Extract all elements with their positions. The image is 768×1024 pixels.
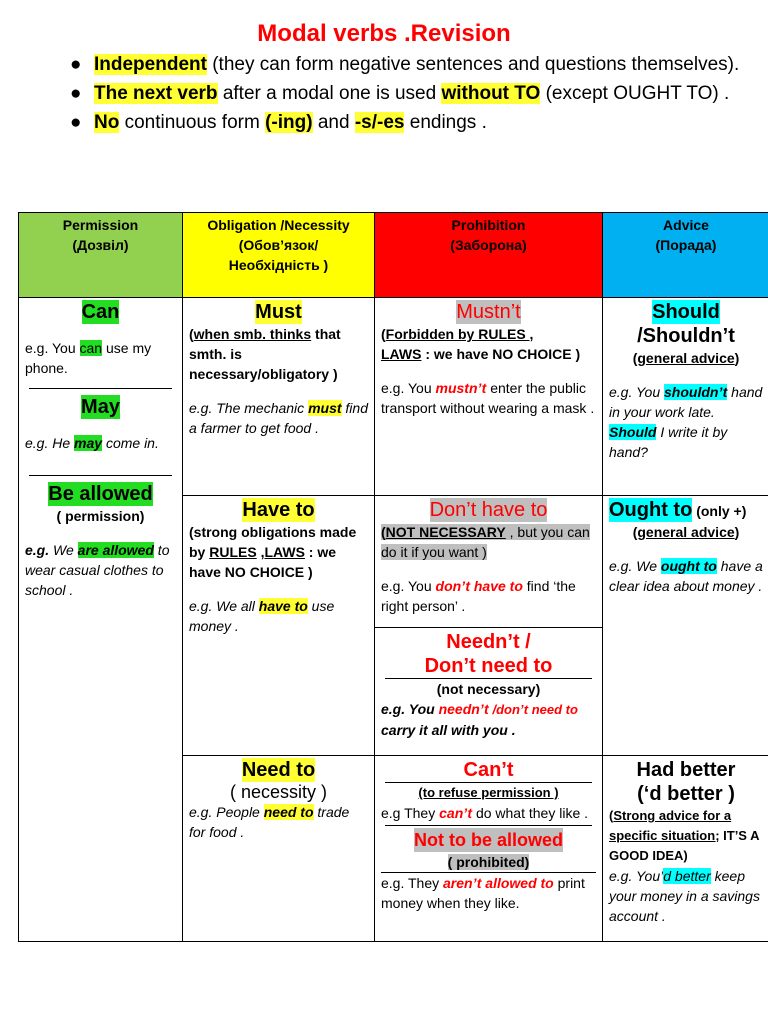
example-had-better: e.g. You’d better keep your money in a savings account .	[609, 868, 760, 924]
have-to-description: (strong obligations made by RULES ,LAWS : we have NO CHOICE )	[189, 524, 357, 580]
modal-be-allowed: Be allowed	[48, 483, 153, 505]
example-cant: e.g They can’t do what they like .	[381, 805, 589, 821]
cell-must	[183, 298, 375, 496]
must-description: (when smb. thinks that smth. is necessary/obligatory )	[189, 326, 341, 382]
cell-have-to	[183, 496, 375, 756]
divider	[29, 388, 172, 389]
header-label: Obligation /Necessity	[207, 217, 350, 233]
cell-ought-to	[603, 496, 768, 756]
bullet-text: (except OUGHT TO) .	[540, 83, 730, 104]
cell-permission	[19, 298, 183, 942]
bullet-text: continuous form	[119, 112, 266, 133]
modal-not-to-be-allowed: Not to be allowed	[413, 830, 563, 850]
cell-need-to	[183, 756, 375, 942]
example-ought-to: e.g. We ought to have a clear idea about money .	[609, 558, 763, 594]
modal-may: May	[81, 396, 120, 418]
modal-must: Must	[255, 301, 302, 323]
example-can: e.g. You can use my phone.	[25, 340, 152, 376]
bullet-key: No	[94, 112, 120, 133]
bullet-item	[70, 52, 750, 78]
divider	[29, 475, 172, 476]
example-need-to: e.g. People need to trade for food .	[189, 804, 350, 840]
cell-cant	[375, 756, 603, 942]
neednt-note: (not necessary)	[385, 678, 592, 699]
bullet-text: (they can form negative sentences and questions themselves).	[206, 54, 740, 75]
ought-to-subnote: (general advice)	[632, 524, 740, 540]
bullet-text: and	[312, 112, 355, 133]
bullet-list	[70, 52, 750, 139]
header-label: Permission	[62, 217, 139, 233]
bullet-dot-icon: ●	[70, 112, 82, 133]
example-must: e.g. The mechanic must find a farmer to get food .	[189, 400, 368, 436]
example-have-to: e.g. We all have to use money .	[189, 598, 335, 634]
cell-had-better	[603, 756, 768, 942]
example-mustnt: e.g. You mustn’t enter the public transport without wearing a mask .	[381, 380, 595, 416]
header-translation: (Порада)	[655, 237, 717, 253]
example-should: Should I write it by hand?	[609, 424, 728, 460]
modal-need-to: Need to	[241, 759, 316, 781]
had-better-description: (Strong advice for a specific situation; IT’S A GOOD IDEA)	[609, 808, 760, 863]
header-translation: (Дозвіл)	[72, 237, 129, 253]
header-obligation	[183, 213, 375, 298]
bullet-key: Independent	[94, 54, 207, 75]
header-label: Prohibition	[451, 217, 526, 233]
cant-note: (to refuse permission )	[385, 782, 592, 803]
header-prohibition	[375, 213, 603, 298]
should-note: (general advice)	[632, 350, 740, 366]
header-label: Advice	[663, 217, 709, 233]
modal-shouldnt: /Shouldn’t	[637, 325, 735, 347]
bullet-key: without TO	[441, 83, 541, 104]
not-allowed-note: ( prohibited)	[447, 854, 530, 870]
example-neednt: e.g. You needn’t /don’t need to carry it all with you .	[381, 701, 578, 738]
bullet-text: endings .	[404, 112, 487, 133]
page-title: Modal verbs .Revision	[257, 20, 511, 47]
modal-should: Should	[652, 301, 720, 323]
example-shouldnt: e.g. You shouldn’t hand in your work late.	[609, 384, 763, 420]
bullet-key: (-ing)	[265, 112, 313, 133]
modal-had-better: Had better	[636, 759, 736, 781]
cell-dont-have-to	[375, 496, 603, 756]
bullet-item	[70, 81, 750, 107]
bullet-dot-icon: ●	[70, 83, 82, 104]
header-translation: (Обов’язок/	[238, 237, 319, 253]
example-be-allowed: e.g. We are allowed to wear casual clothes to school .	[25, 542, 170, 598]
bullet-dot-icon: ●	[70, 54, 82, 75]
modal-verbs-table	[18, 212, 768, 942]
modal-d-better: (‘d better )	[637, 783, 735, 805]
bullet-text: after a modal one is used	[217, 83, 442, 104]
cell-should	[603, 298, 768, 496]
modal-mustnt: Mustn’t	[456, 301, 521, 323]
modal-have-to: Have to	[242, 499, 315, 521]
example-dont-have-to: e.g. You don’t have to find ‘the right person’ .	[381, 578, 576, 614]
need-to-note: ( necessity )	[229, 782, 328, 802]
example-not-allowed: e.g. They aren’t allowed to print money when they like.	[381, 872, 596, 913]
modal-dont-have-to: Don’t have to	[429, 499, 548, 521]
bullet-item	[70, 110, 750, 136]
be-allowed-note: ( permission)	[56, 508, 145, 524]
header-translation: Необхідність )	[228, 257, 329, 273]
modal-ought-to: Ought to	[609, 499, 693, 521]
bullet-key: -s/-es	[354, 112, 405, 133]
header-permission	[19, 213, 183, 298]
modal-can: Can	[81, 301, 120, 323]
header-advice	[603, 213, 768, 298]
modal-neednt: Needn’t /	[446, 631, 531, 653]
modal-cant: Can’t	[463, 759, 514, 781]
dont-have-to-description: (NOT NECESSARY , but you can do it if you want )	[381, 524, 590, 560]
example-may: e.g. He may come in.	[25, 435, 159, 451]
bullet-key: The next verb	[94, 83, 218, 104]
modal-dont-need-to: Don’t need to	[424, 655, 553, 677]
mustnt-description: (Forbidden by RULES , LAWS : we have NO CHOICE )	[381, 326, 581, 362]
ought-to-note: (only +)	[692, 503, 747, 519]
cell-mustnt	[375, 298, 603, 496]
header-translation: (Заборона)	[450, 237, 527, 253]
